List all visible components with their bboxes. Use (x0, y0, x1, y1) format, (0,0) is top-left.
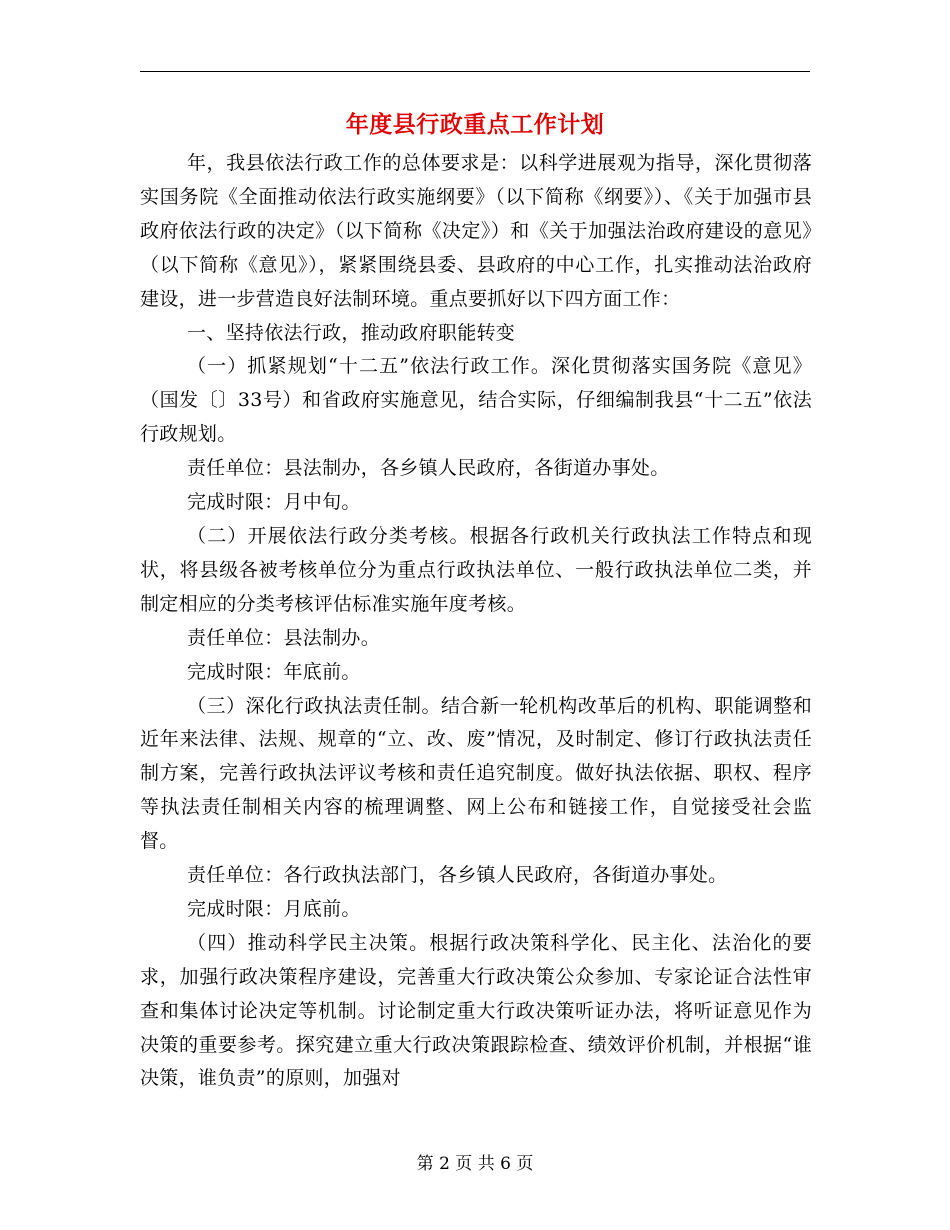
item-1-deadline: 完成时限：月中旬。 (187, 491, 361, 514)
item-2-paragraph: （二）开展依法行政分类考核。根据各行政机关行政执法工作特点和现状，将县级各被考核单位分为重点行政执法单位、一般行政执法单位二类，并制定相应的分类考核评估标准实施年度考核。 (140, 524, 812, 615)
footer-suffix: 页 (516, 1154, 534, 1174)
item-3-deadline: 完成时限：月底前。 (187, 897, 361, 920)
item-1-paragraph: （一）抓紧规划“十二五”依法行政工作。深化贯彻落实国务院《意见》（国发〔〕33号）和省政府实施意见，结合实际，仔细编制我县“十二五”依法行政规划。 (140, 355, 812, 446)
item-3-responsible-unit: 责任单位：各行政执法部门，各乡镇人民政府，各街道办事处。 (187, 864, 728, 887)
page-footer (140, 1152, 810, 1176)
item-3-paragraph: （三）深化行政执法责任制。结合新一轮机构改革后的机构、职能调整和近年来法律、法规、规章的“立、改、废”情况，及时制定、修订行政执法责任制方案，完善行政执法评议考核和责任追究制度。做好执法依据、职权、程序等执法责任制相关内容的梳理调整、网上公布和链接工作，自觉接受社会监督。 (140, 694, 812, 853)
item-2-deadline: 完成时限：年底前。 (187, 660, 361, 683)
header-rule (140, 71, 810, 72)
current-page-number: 2 (439, 1154, 450, 1174)
document-title: 年度县行政重点工作计划 (345, 111, 605, 138)
footer-prefix: 第 (416, 1154, 434, 1174)
total-page-count: 6 (500, 1154, 511, 1174)
section-heading-1: 一、坚持依法行政，推动政府职能转变 (187, 321, 516, 344)
intro-paragraph: 年，我县依法行政工作的总体要求是：以科学进展观为指导，深化贯彻落实国务院《全面推动依法行政实施纲要》（以下简称《纲要》）、《关于加强市县政府依法行政的决定》（以下简称《决定》）和《关于加强法治政府建设的意见》（以下简称《意见》），紧紧围绕县委、县政府的中心工作，扎实推动法治政府建设，进一步营造良好法制环境。重点要抓好以下四方面工作： (140, 152, 812, 310)
item-4-paragraph: （四）推动科学民主决策。根据行政决策科学化、民主化、法治化的要求，加强行政决策程序建设，完善重大行政决策公众参加、专家论证合法性审查和集体讨论决定等机制。讨论制定重大行政决策听证办法，将听证意见作为决策的重要参考。探究建立重大行政决策跟踪检查、绩效评价机制，并根据“谁决策，谁负责”的原则，加强对 (140, 931, 812, 1090)
item-1-responsible-unit: 责任单位：县法制办，各乡镇人民政府，各街道办事处。 (187, 457, 670, 480)
document-body (140, 147, 812, 1096)
footer-middle: 页 共 (455, 1154, 495, 1174)
item-2-responsible-unit: 责任单位：县法制办。 (187, 626, 381, 649)
